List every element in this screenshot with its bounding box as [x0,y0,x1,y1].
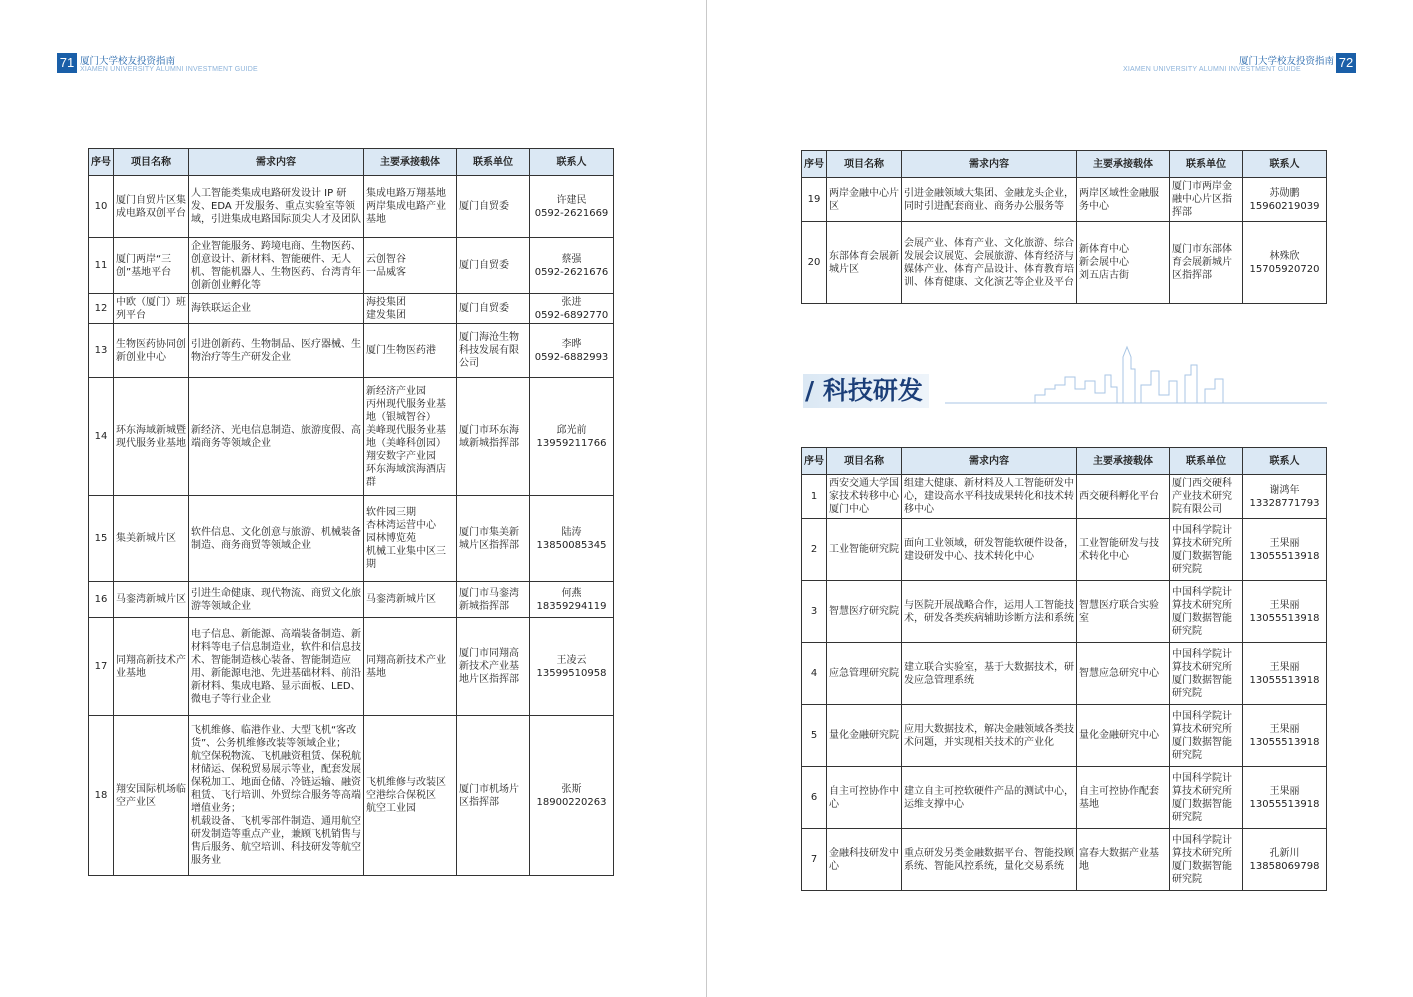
table-row [89,496,614,582]
header-col-unit: 联系单位 [1170,448,1243,475]
table-header-row [802,151,1327,178]
cell-name: 马銮湾新城片区 [114,582,189,618]
cell-name: 厦门自贸片区集成电路双创平台 [114,176,189,238]
cell-demand: 组建大健康、新材料及人工智能研发中心，建设高水平科技成果转化和技术转移中心 [902,475,1077,519]
cell-contact: 孔新川 13858069798 [1243,829,1327,891]
cell-no: 12 [89,294,114,324]
cell-demand: 重点研发另类金融数据平台、智能投顾系统、智能风控系统，量化交易系统 [902,829,1077,891]
cell-carrier: 飞机维修与改装区 空港综合保税区 航空工业园 [364,716,457,876]
cell-name: 环东海域新城暨现代服务业基地 [114,378,189,496]
cell-unit: 中国科学院计算技术研究所厦门数据智能研究院 [1170,643,1243,705]
cell-no: 20 [802,222,827,304]
cell-contact: 何燕 18359294119 [530,582,614,618]
section-title-tech-rd: / 科技研发 [803,374,929,408]
cell-no: 18 [89,716,114,876]
header-col-no: 序号 [802,151,827,178]
cell-no: 19 [802,178,827,222]
guide-title-left: 厦门大学校友投资指南 [80,56,176,67]
cell-demand: 新经济、光电信息制造、旅游度假、高端商务等领域企业 [189,378,364,496]
cell-name: 智慧医疗研究院 [827,581,902,643]
header-col-carrier: 主要承接载体 [1077,448,1170,475]
cell-demand: 电子信息、新能源、高端装备制造、新材料等电子信息制造业，软件和信息技术、智能制造核心装备、智能制造应用、新能源电池、先进基础材料、前沿新材料、集成电路、显示面板、LED、微电子等行业企业 [189,618,364,716]
table-row [802,705,1327,767]
cell-demand: 引进金融领域大集团、金融龙头企业，同时引进配套商业、商务办公服务等 [902,178,1077,222]
cell-demand: 会展产业、体育产业、文化旅游、综合发展会议展览、会展旅游、体育经济与媒体产业、体育产品设计、体育教育培训、体育健康、文化演艺等企业及平台 [902,222,1077,304]
cell-no: 16 [89,582,114,618]
cell-name: 翔安国际机场临空产业区 [114,716,189,876]
cell-carrier: 同翔高新技术产业基地 [364,618,457,716]
table-row [802,475,1327,519]
left-page [0,0,706,997]
cell-carrier: 工业智能研发与技术转化中心 [1077,519,1170,581]
cell-name: 同翔高新技术产业基地 [114,618,189,716]
cell-no: 17 [89,618,114,716]
header-col-contact: 联系人 [1243,151,1327,178]
guide-subtitle-left: XIAMEN UNIVERSITY ALUMNI INVESTMENT GUIDE [80,66,258,73]
cell-unit: 厦门市东部体育会展新城片区指挥部 [1170,222,1243,304]
cell-no: 4 [802,643,827,705]
cell-name: 厦门两岸“三创”基地平台 [114,238,189,294]
cell-demand: 引进生命健康、现代物流、商贸文化旅游等领域企业 [189,582,364,618]
cell-no: 7 [802,829,827,891]
table-row [802,519,1327,581]
cell-carrier: 自主可控协作配套基地 [1077,767,1170,829]
cell-unit: 厦门市机场片区指挥部 [457,716,530,876]
header-col-unit: 联系单位 [1170,151,1243,178]
cell-unit: 中国科学院计算技术研究所厦门数据智能研究院 [1170,519,1243,581]
cell-demand: 应用大数据技术，解决金融领域各类技术问题，并实现相关技术的产业化 [902,705,1077,767]
cell-carrier: 西交硬科孵化平台 [1077,475,1170,519]
cell-carrier: 新体育中心 新会展中心 刘五店古街 [1077,222,1170,304]
cell-contact: 邱光前 13959211766 [530,378,614,496]
table-row [89,618,614,716]
cell-demand: 建立联合实验室，基于大数据技术，研发应急管理系统 [902,643,1077,705]
cell-contact: 谢鸿年 13328771793 [1243,475,1327,519]
cell-unit: 厦门西交硬科产业技术研究院有限公司 [1170,475,1243,519]
cell-unit: 中国科学院计算技术研究所厦门数据智能研究院 [1170,829,1243,891]
table-row [89,716,614,876]
cell-contact: 张斯 18900220263 [530,716,614,876]
cell-demand: 建立自主可控软硬件产品的测试中心，运维支撑中心 [902,767,1077,829]
projects-table-1 [88,148,614,876]
page-number-left: 71 [57,53,77,73]
cell-contact: 王果丽 13055513918 [1243,705,1327,767]
cell-demand: 面向工业领域，研发智能软硬件设备，建设研发中心、技术转化中心 [902,519,1077,581]
cell-contact: 苏勋鹏 15960219039 [1243,178,1327,222]
cell-contact: 张进 0592-6892770 [530,294,614,324]
header-col-carrier: 主要承接载体 [364,149,457,176]
cell-unit: 厦门市环东海域新城指挥部 [457,378,530,496]
cell-unit: 中国科学院计算技术研究所厦门数据智能研究院 [1170,581,1243,643]
cell-no: 5 [802,705,827,767]
guide-title-right: 厦门大学校友投资指南 [1239,56,1335,67]
cell-name: 量化金融研究院 [827,705,902,767]
cell-no: 14 [89,378,114,496]
cell-unit: 中国科学院计算技术研究所厦门数据智能研究院 [1170,767,1243,829]
cell-carrier: 云创智谷 一品威客 [364,238,457,294]
table-row [802,581,1327,643]
cell-carrier: 马銮湾新城片区 [364,582,457,618]
cell-contact: 林殊欣 15705920720 [1243,222,1327,304]
cell-name: 中欧（厦门）班列平台 [114,294,189,324]
cell-carrier: 新经济产业园 丙州现代服务业基地（银城智谷） 美峰现代服务业基地（美峰科创园） 翔安数字产业园 环东海域滨海酒店群 [364,378,457,496]
cell-no: 3 [802,581,827,643]
header-col-carrier: 主要承接载体 [1077,151,1170,178]
cell-contact: 李晔 0592-6882993 [530,324,614,378]
cell-unit: 厦门市集美新城片区指挥部 [457,496,530,582]
cell-contact: 王果丽 13055513918 [1243,519,1327,581]
cell-unit: 厦门自贸委 [457,294,530,324]
cell-demand: 企业智能服务、跨境电商、生物医药、创意设计、新材料、智能硬件、无人机、智能机器人、生物医药、台湾青年创新创业孵化等 [189,238,364,294]
header-col-no: 序号 [89,149,114,176]
cell-unit: 厦门海沧生物科技发展有限公司 [457,324,530,378]
cell-carrier: 智慧医疗联合实验室 [1077,581,1170,643]
cell-unit: 中国科学院计算技术研究所厦门数据智能研究院 [1170,705,1243,767]
cell-contact: 王果丽 13055513918 [1243,581,1327,643]
header-col-unit: 联系单位 [457,149,530,176]
cell-no: 1 [802,475,827,519]
header-col-no: 序号 [802,448,827,475]
cell-carrier: 厦门生物医药港 [364,324,457,378]
cell-carrier: 量化金融研究中心 [1077,705,1170,767]
page-number-right: 72 [1336,53,1356,73]
header-col-demand: 需求内容 [902,448,1077,475]
table-row [802,222,1327,304]
cell-unit: 厦门自贸委 [457,238,530,294]
header-col-demand: 需求内容 [902,151,1077,178]
cell-no: 6 [802,767,827,829]
table-header-row [89,149,614,176]
cell-name: 金融科技研发中心 [827,829,902,891]
cell-demand: 飞机维修、临港作业、大型飞机“客改货”、公务机维修改装等领域企业； 航空保税物流、飞机融资租赁、保税航材储运、保税贸易展示等业，配套发展保税加工、地面仓储、冷链运输、融资租赁、飞行培训、外贸综合服务等高端增值业务； 机载设备、飞机零部件制造、通用航空研发制造等重点产业，兼顾飞机销售与售后服务、航空培训、科技研发等航空服务业 [189,716,364,876]
cell-name: 自主可控协作中心 [827,767,902,829]
table-row [802,829,1327,891]
cell-name: 应急管理研究院 [827,643,902,705]
table-row [89,324,614,378]
table-header-row [802,448,1327,475]
cell-name: 生物医药协同创新创业中心 [114,324,189,378]
header-col-name: 项目名称 [827,448,902,475]
cell-contact: 蔡强 0592-2621676 [530,238,614,294]
header-col-name: 项目名称 [114,149,189,176]
cell-no: 13 [89,324,114,378]
cell-no: 2 [802,519,827,581]
skyline-decoration [945,345,1327,407]
table-row [89,238,614,294]
cell-no: 15 [89,496,114,582]
cell-demand: 人工智能类集成电路研发设计 IP 研发、EDA 开发服务、重点实验室等领域，引进集成电路国际顶尖人才及团队 [189,176,364,238]
cell-demand: 引进创新药、生物制品、医疗器械、生物治疗等生产研发企业 [189,324,364,378]
header-col-demand: 需求内容 [189,149,364,176]
tech-rd-table [801,447,1327,891]
header-col-name: 项目名称 [827,151,902,178]
projects-table-2 [801,150,1327,304]
table-row [89,582,614,618]
cell-carrier: 智慧应急研究中心 [1077,643,1170,705]
cell-name: 工业智能研究院 [827,519,902,581]
cell-carrier: 集成电路万翔基地 两岸集成电路产业基地 [364,176,457,238]
cell-carrier: 两岸区域性金融服务中心 [1077,178,1170,222]
cell-demand: 软件信息、文化创意与旅游、机械装备制造、商务商贸等领域企业 [189,496,364,582]
guide-subtitle-right: XIAMEN UNIVERSITY ALUMNI INVESTMENT GUIDE [1123,66,1301,73]
cell-contact: 王果丽 13055513918 [1243,643,1327,705]
cell-unit: 厦门市同翔高新技术产业基地片区指挥部 [457,618,530,716]
cell-name: 东部体育会展新城片区 [827,222,902,304]
cell-name: 集美新城片区 [114,496,189,582]
header-col-contact: 联系人 [1243,448,1327,475]
table-row [89,176,614,238]
cell-unit: 厦门市两岸金融中心片区指挥部 [1170,178,1243,222]
cell-carrier: 软件园三期 杏林湾运营中心 园林博览苑 机械工业集中区三期 [364,496,457,582]
cell-name: 西安交通大学国家技术转移中心厦门中心 [827,475,902,519]
cell-unit: 厦门市马銮湾新城指挥部 [457,582,530,618]
header-col-contact: 联系人 [530,149,614,176]
cell-carrier: 富春大数据产业基地 [1077,829,1170,891]
cell-demand: 海铁联运企业 [189,294,364,324]
cell-contact: 王果丽 13055513918 [1243,767,1327,829]
cell-carrier: 海投集团 建发集团 [364,294,457,324]
table-row [802,767,1327,829]
cell-contact: 陆涛 13850085345 [530,496,614,582]
cell-demand: 与医院开展战略合作，运用人工智能技术，研发各类疾病辅助诊断方法和系统 [902,581,1077,643]
cell-name: 两岸金融中心片区 [827,178,902,222]
cell-contact: 许建民 0592-2621669 [530,176,614,238]
cell-unit: 厦门自贸委 [457,176,530,238]
cell-no: 10 [89,176,114,238]
table-row [89,294,614,324]
table-row [802,643,1327,705]
table-row [802,178,1327,222]
cell-no: 11 [89,238,114,294]
table-row [89,378,614,496]
cell-contact: 王凌云 13599510958 [530,618,614,716]
